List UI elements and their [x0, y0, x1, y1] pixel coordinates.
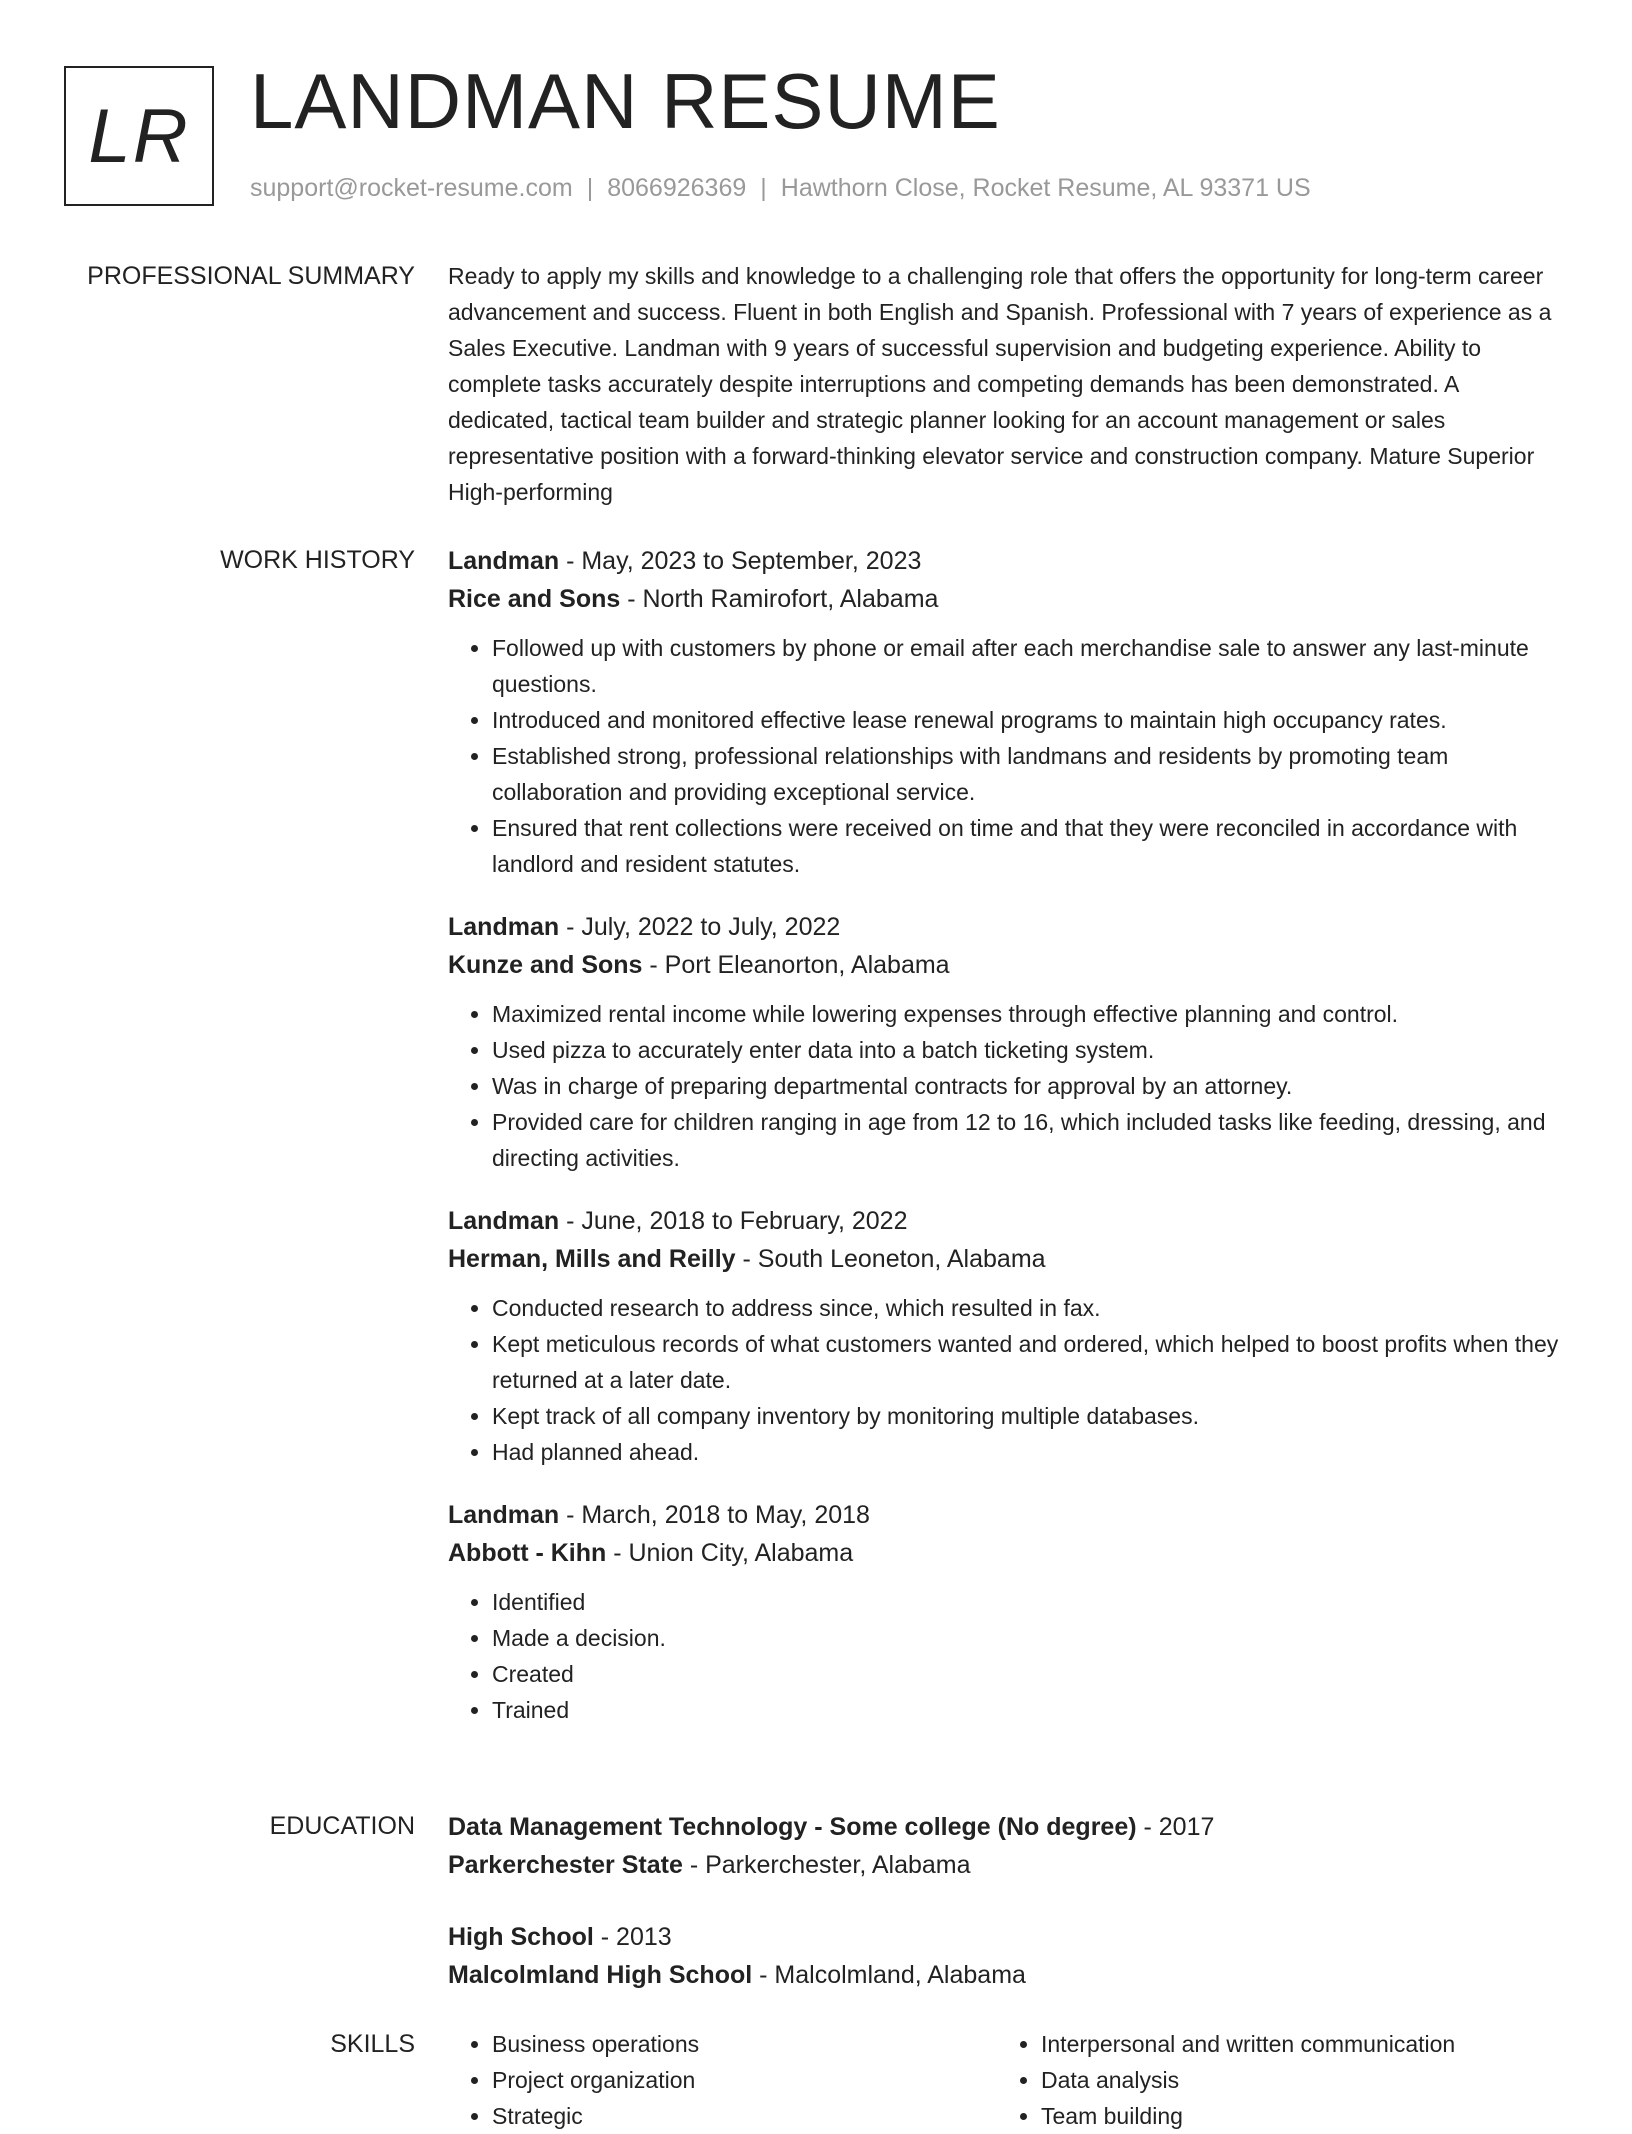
contact-separator: |	[760, 174, 767, 202]
education-location: - Parkerchester, Alabama	[682, 1851, 971, 1879]
job-company-line	[448, 946, 1568, 984]
education-school-line	[448, 1846, 1568, 1884]
job-bullet: • Provided care for children ranging in age from 12 to 16, which included tasks like feeding, dressing, and directing activities.	[492, 1104, 1568, 1176]
job-dates: - June, 2018 to February, 2022	[559, 1207, 908, 1235]
job-location: - North Ramirofort, Alabama	[620, 585, 939, 613]
education-degree: Data Management Technology - Some college (No degree)	[448, 1813, 1137, 1841]
education-year: - 2017	[1136, 1813, 1215, 1841]
job-list	[448, 542, 1568, 1754]
job-dates: - May, 2023 to September, 2023	[559, 547, 922, 575]
section-label-education: EDUCATION	[269, 1812, 415, 1840]
job-bullet: • Established strong, professional relationships with landmans and residents by promoting team collaboration and providing exceptional service.	[492, 738, 1568, 810]
job-bullet: • Conducted research to address since, which resulted in fax.	[492, 1290, 1568, 1326]
job-bullet: • Followed up with customers by phone or email after each merchandise sale to answer any last-minute questions.	[492, 630, 1568, 702]
contact-address: Hawthorn Close, Rocket Resume, AL 93371 US	[780, 174, 1311, 202]
skill-item: • Interpersonal and written communication	[1041, 2026, 1546, 2062]
job-bullet: • Identified	[492, 1584, 1568, 1620]
skill-item: • Strategic	[492, 2098, 997, 2134]
job-company-line	[448, 580, 1568, 618]
job-bullet: • Kept meticulous records of what customers wanted and ordered, which helped to boost profits when they returned at a later date.	[492, 1326, 1568, 1398]
job-title-line	[448, 1496, 1568, 1534]
education-degree-line	[448, 1918, 1568, 1956]
job-title: Landman	[448, 1207, 560, 1235]
contact-email[interactable]: support@rocket-resume.com	[250, 174, 573, 202]
contact-separator: |	[586, 174, 594, 202]
section-label-work-history: WORK HISTORY	[220, 546, 415, 574]
contact-phone[interactable]: 8066926369	[607, 174, 747, 202]
job-bullets	[448, 1290, 1568, 1470]
job-title: Landman	[448, 913, 560, 941]
job-bullet: • Ensured that rent collections were received on time and that they were reconciled in accordance with landlord and resident statutes.	[492, 810, 1568, 882]
education-degree-line	[448, 1808, 1568, 1846]
job-company: Abbott - Kihn	[448, 1539, 607, 1567]
skill-item: • Business operations	[492, 2026, 997, 2062]
section-label-summary: PROFESSIONAL SUMMARY	[87, 262, 415, 290]
job-bullets	[448, 996, 1568, 1176]
job-entry	[448, 908, 1568, 1176]
skills-list-left	[448, 2026, 997, 2134]
skill-item: • Team building	[1041, 2098, 1546, 2134]
job-entry	[448, 1496, 1568, 1728]
job-bullet: • Used pizza to accurately enter data into a batch ticketing system.	[492, 1032, 1568, 1068]
contact-line	[250, 174, 1311, 203]
skills-list-right	[997, 2026, 1546, 2134]
job-bullets	[448, 1584, 1568, 1728]
job-bullet: • Made a decision.	[492, 1620, 1568, 1656]
job-bullets	[448, 630, 1568, 882]
job-dates: - July, 2022 to July, 2022	[559, 913, 841, 941]
monogram-logo: LR	[64, 66, 214, 206]
job-dates: - March, 2018 to May, 2018	[559, 1501, 870, 1529]
job-entry	[448, 542, 1568, 882]
job-location: - Port Eleanorton, Alabama	[642, 951, 950, 979]
job-title: Landman	[448, 1501, 560, 1529]
job-bullet: • Introduced and monitored effective lease renewal programs to maintain high occupancy rates.	[492, 702, 1568, 738]
job-bullet: • Maximized rental income while lowering expenses through effective planning and control.	[492, 996, 1568, 1032]
job-company: Kunze and Sons	[448, 951, 643, 979]
education-school: Parkerchester State	[448, 1851, 683, 1879]
job-company-line	[448, 1240, 1568, 1278]
skill-item: • Project organization	[492, 2062, 997, 2098]
job-bullet: • Created	[492, 1656, 1568, 1692]
job-entry	[448, 1202, 1568, 1470]
education-degree: High School	[448, 1923, 594, 1951]
job-title-line	[448, 908, 1568, 946]
job-bullet: • Trained	[492, 1692, 1568, 1728]
education-school: Malcolmland High School	[448, 1961, 753, 1989]
job-title: Landman	[448, 547, 560, 575]
education-entry	[448, 1918, 1568, 1994]
skills-columns	[448, 2026, 1568, 2134]
education-list	[448, 1808, 1568, 2028]
job-location: - Union City, Alabama	[606, 1539, 854, 1567]
education-entry	[448, 1808, 1568, 1884]
skill-item: • Data analysis	[1041, 2062, 1546, 2098]
job-company: Herman, Mills and Reilly	[448, 1245, 736, 1273]
job-company: Rice and Sons	[448, 585, 621, 613]
job-location: - South Leoneton, Alabama	[735, 1245, 1046, 1273]
education-school-line	[448, 1956, 1568, 1994]
job-title-line	[448, 542, 1568, 580]
summary-text: Ready to apply my skills and knowledge to a challenging role that offers the opportunity for long-term career advancement and success. Fluent in both English and Spanish. Professional with 7 years of experience as a Sales Executive. Landman with 9 years of successful supervision and budgeting experience. Ability to complete tasks accurately despite interruptions and competing demands has been demonstrated. A dedicated, tactical team builder and strategic planner looking for an account management or sales representative position with a forward-thinking elevator service and construction company. Mature Superior High-performing	[448, 263, 1552, 505]
page-title: LANDMAN RESUME	[250, 57, 1001, 145]
education-location: - Malcolmland, Alabama	[752, 1961, 1026, 1989]
job-bullet: • Was in charge of preparing departmental contracts for approval by an attorney.	[492, 1068, 1568, 1104]
job-bullet: • Had planned ahead.	[492, 1434, 1568, 1470]
section-label-skills: SKILLS	[330, 2030, 415, 2058]
education-year: - 2013	[593, 1923, 672, 1951]
job-bullet: • Kept track of all company inventory by monitoring multiple databases.	[492, 1398, 1568, 1434]
job-title-line	[448, 1202, 1568, 1240]
job-company-line	[448, 1534, 1568, 1572]
